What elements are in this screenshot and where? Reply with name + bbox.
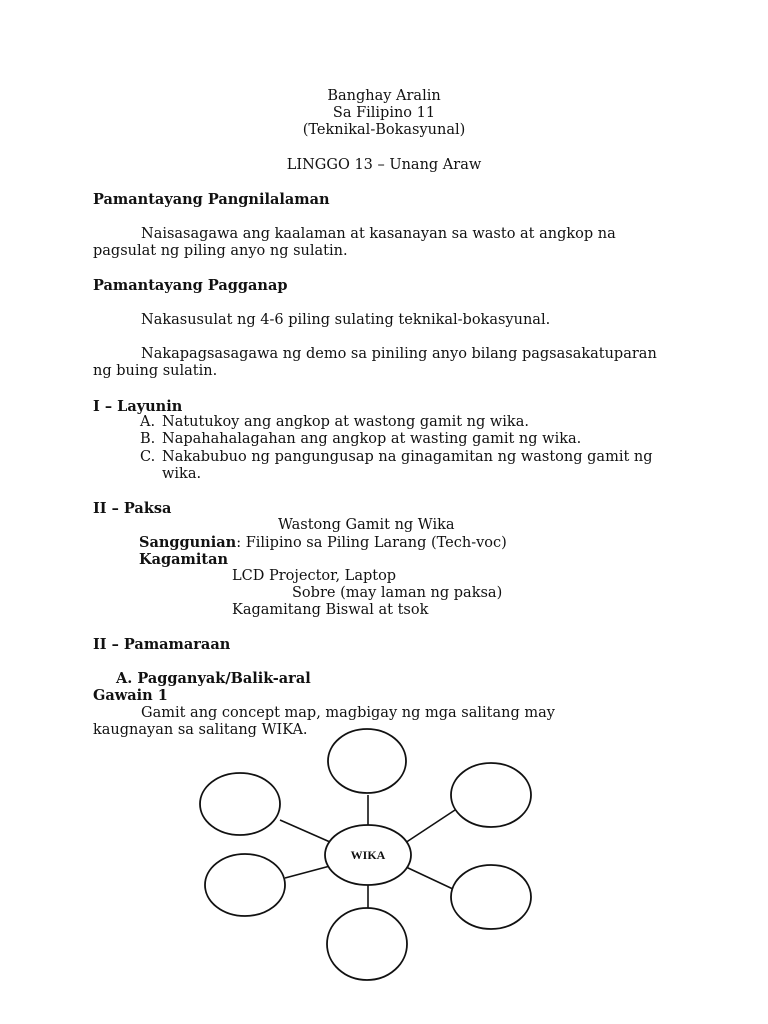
performance-standard-text-2b: ng buing sulatin.: [93, 363, 218, 379]
concept-node-empty: [451, 865, 531, 929]
material-item: Sobre (may laman ng paksa): [292, 585, 503, 601]
concept-node-empty: [205, 854, 285, 916]
connector-line: [285, 866, 330, 878]
materials-label: Kagamitan: [139, 551, 229, 568]
performance-standard-text-2a: Nakapagsasagawa ng demo sa piniling anyo bilang pagsasakatuparan: [141, 346, 657, 362]
center-node-label: WIKA: [350, 848, 386, 862]
procedure-heading: II – Pamamaraan: [93, 636, 231, 653]
performance-standard-heading: Pamantayang Pagganap: [93, 277, 288, 294]
objective-text: Natutukoy ang angkop at wastong gamit ng wika.: [162, 414, 529, 430]
objective-text: Nakabubuo ng pangungusap na ginagamitan ng wastong gamit ng: [162, 449, 653, 465]
subject-topic: Wastong Gamit ng Wika: [278, 517, 455, 533]
objective-marker: B.: [140, 431, 156, 447]
material-item: Kagamitang Biswal at tsok: [232, 602, 429, 618]
activity-text-1: Gamit ang concept map, magbigay ng mga salitang may: [141, 705, 555, 721]
content-standard-text-2: pagsulat ng piling anyo ng sulatin.: [93, 243, 348, 259]
objectives-heading: I – Layunin: [93, 398, 183, 415]
activity-title: Gawain 1: [93, 687, 168, 704]
procedure-subheading: A. Pagganyak/Balik-aral: [116, 670, 311, 687]
concept-node-empty: [200, 773, 280, 835]
week-label: LINGGO 13 – Unang Araw: [286, 157, 482, 173]
connector-line: [406, 867, 455, 890]
concept-node-empty: [328, 729, 406, 793]
content-standard-heading: Pamantayang Pangnilalaman: [93, 191, 330, 208]
objective-marker: A.: [140, 414, 156, 430]
objective-marker: C.: [140, 449, 156, 465]
title-line-2: Sa Filipino 11: [332, 105, 436, 121]
concept-node-empty: [327, 908, 407, 980]
material-item: LCD Projector, Laptop: [232, 568, 397, 584]
reference-label: Sanggunian: [139, 534, 237, 551]
connector-line: [405, 810, 455, 843]
performance-standard-text-1: Nakasusulat ng 4-6 piling sulating teknikal-bokasyunal.: [141, 312, 551, 328]
objective-text: Napahahalagahan ang angkop at wasting gamit ng wika.: [162, 431, 582, 447]
connector-line: [280, 820, 330, 842]
reference-text: : Filipino sa Piling Larang (Tech-voc): [236, 535, 507, 551]
objective-text-continued: wika.: [162, 466, 202, 482]
content-standard-text-1: Naisasagawa ang kaalaman at kasanayan sa wasto at angkop na: [141, 226, 616, 242]
title-line-1: Banghay Aralin: [327, 88, 441, 104]
subject-heading: II – Paksa: [93, 500, 172, 517]
title-line-3: (Teknikal-Bokasyunal): [302, 122, 466, 138]
concept-node-empty: [451, 763, 531, 827]
activity-text-2: kaugnayan sa salitang WIKA.: [93, 722, 308, 738]
